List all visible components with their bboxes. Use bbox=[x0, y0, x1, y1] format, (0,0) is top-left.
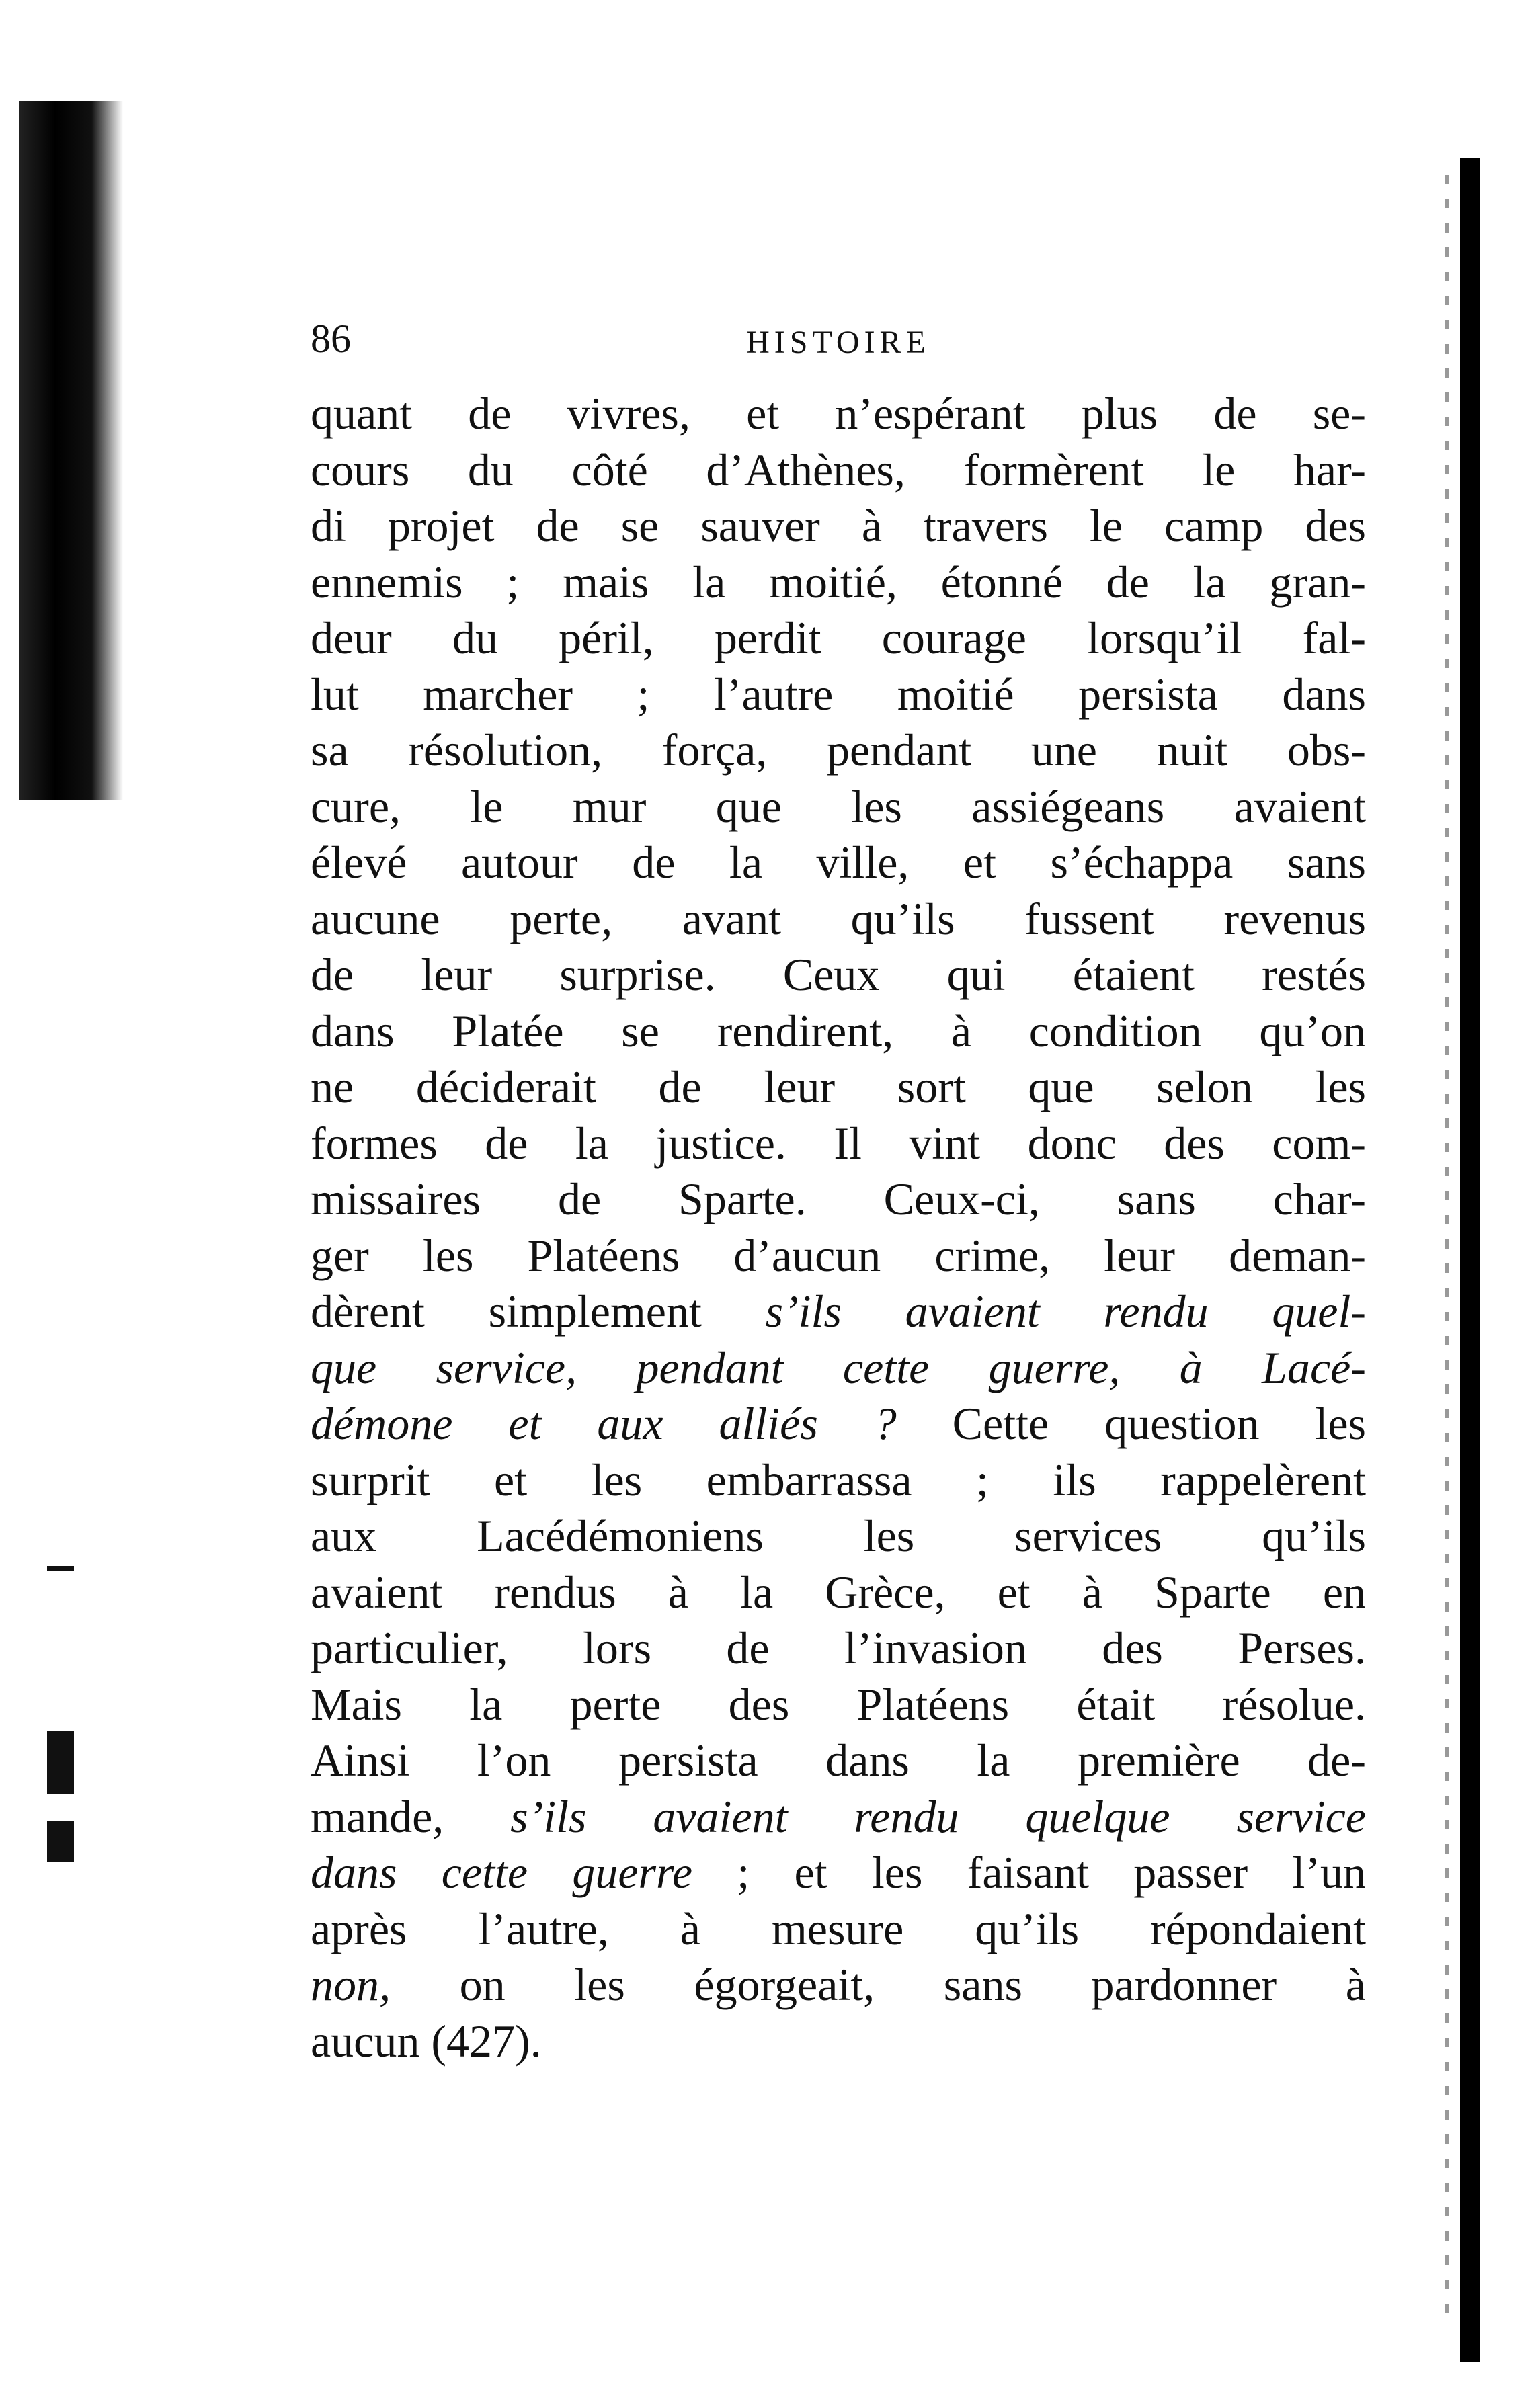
running-head bbox=[311, 316, 1366, 370]
italic-segment: démone et aux alliés ? bbox=[311, 1398, 897, 1449]
italic-segment: dans cette guerre bbox=[311, 1847, 693, 1898]
text-line bbox=[311, 1059, 1366, 1116]
text-line bbox=[311, 554, 1366, 611]
scan-mark bbox=[47, 1566, 74, 1571]
text-line bbox=[311, 779, 1366, 835]
text-segment: ger les Platéens d’aucun crime, leur deman- bbox=[311, 1229, 1366, 1281]
text-line bbox=[311, 1003, 1366, 1060]
page-number: 86 bbox=[311, 317, 351, 361]
text-line bbox=[311, 1620, 1366, 1677]
text-segment: cure, le mur que les assiégeans avaient bbox=[311, 780, 1366, 832]
text-line bbox=[311, 1677, 1366, 1733]
text-segment: deur du péril, perdit courage lorsqu’il fal- bbox=[311, 612, 1366, 663]
text-segment: dans Platée se rendirent, à condition qu’on bbox=[311, 1005, 1366, 1056]
text-line bbox=[311, 891, 1366, 948]
text-segment: Ainsi l’on persista dans la première de- bbox=[311, 1735, 1366, 1786]
scan-edge-left bbox=[19, 101, 123, 800]
text-segment: particulier, lors de l’invasion des Perses. bbox=[311, 1622, 1366, 1673]
text-line bbox=[311, 1789, 1366, 1845]
text-line bbox=[311, 1396, 1366, 1452]
italic-segment: s’ils avaient rendu quelque service bbox=[510, 1790, 1366, 1842]
text-segment: aucun (427). bbox=[311, 2015, 542, 2067]
text-segment: de leur surprise. Ceux qui étaient restés bbox=[311, 949, 1366, 1000]
text-line bbox=[311, 1116, 1366, 1172]
text-line bbox=[311, 2013, 1366, 2070]
scan-mark bbox=[47, 1731, 74, 1794]
text-segment: après l’autre, à mesure qu’ils répondaient bbox=[311, 1903, 1366, 1954]
text-line bbox=[311, 1733, 1366, 1789]
italic-segment: non, bbox=[311, 1959, 391, 2010]
text-segment: di projet de se sauver à travers le camp des bbox=[311, 500, 1366, 551]
text-line bbox=[311, 1340, 1366, 1397]
text-line bbox=[311, 1901, 1366, 1958]
text-line bbox=[311, 1171, 1366, 1228]
body-text bbox=[311, 386, 1366, 2069]
text-line bbox=[311, 835, 1366, 891]
text-line bbox=[311, 667, 1366, 723]
text-line bbox=[311, 1452, 1366, 1509]
text-line bbox=[311, 947, 1366, 1003]
text-line bbox=[311, 386, 1366, 442]
text-line bbox=[311, 1228, 1366, 1284]
text-line bbox=[311, 1284, 1366, 1340]
text-segment: avaient rendus à la Grèce, et à Sparte en bbox=[311, 1566, 1366, 1618]
text-segment: élevé autour de la ville, et s’échappa sans bbox=[311, 837, 1366, 888]
scan-edge-right-shadow bbox=[1445, 175, 1449, 2325]
text-segment: cours du côté d’Athènes, formèrent le har- bbox=[311, 444, 1366, 495]
text-line bbox=[311, 1845, 1366, 1901]
text-segment: ennemis ; mais la moitié, étonné de la gran- bbox=[311, 556, 1366, 608]
text-segment: Mais la perte des Platéens était résolue. bbox=[311, 1678, 1366, 1730]
text-segment: dèrent simplement bbox=[311, 1286, 766, 1337]
text-line bbox=[311, 442, 1366, 499]
italic-segment: que service, pendant cette guerre, à Lacé- bbox=[311, 1341, 1366, 1393]
text-line bbox=[311, 498, 1366, 554]
text-segment: formes de la justice. Il vint donc des com- bbox=[311, 1117, 1366, 1169]
text-segment: on les égorgeait, sans pardonner à bbox=[391, 1959, 1366, 2010]
text-segment: aucune perte, avant qu’ils fussent revenus bbox=[311, 892, 1366, 944]
text-segment: lut marcher ; l’autre moitié persista dans bbox=[311, 668, 1366, 720]
text-line bbox=[311, 722, 1366, 779]
scan-mark bbox=[47, 1821, 74, 1862]
text-line bbox=[311, 1508, 1366, 1565]
text-segment: mande, bbox=[311, 1790, 511, 1842]
text-segment: missaires de Sparte. Ceux-ci, sans char- bbox=[311, 1173, 1366, 1224]
text-line bbox=[311, 1957, 1366, 2013]
running-title: HISTOIRE bbox=[746, 325, 930, 360]
scan-edge-right bbox=[1460, 158, 1480, 2362]
text-segment: ne déciderait de leur sort que selon les bbox=[311, 1061, 1366, 1112]
text-segment: quant de vivres, et n’espérant plus de se- bbox=[311, 388, 1366, 439]
text-segment: surprit et les embarrassa ; ils rappelèrent bbox=[311, 1454, 1366, 1505]
italic-segment: s’ils avaient rendu quel- bbox=[765, 1286, 1366, 1337]
text-line bbox=[311, 610, 1366, 667]
text-line bbox=[311, 1565, 1366, 1621]
text-segment: sa résolution, força, pendant une nuit obs- bbox=[311, 724, 1366, 776]
text-segment: Cette question les bbox=[896, 1398, 1366, 1449]
text-segment: aux Lacédémoniens les services qu’ils bbox=[311, 1510, 1366, 1561]
text-segment: ; et les faisant passer l’un bbox=[692, 1847, 1366, 1898]
